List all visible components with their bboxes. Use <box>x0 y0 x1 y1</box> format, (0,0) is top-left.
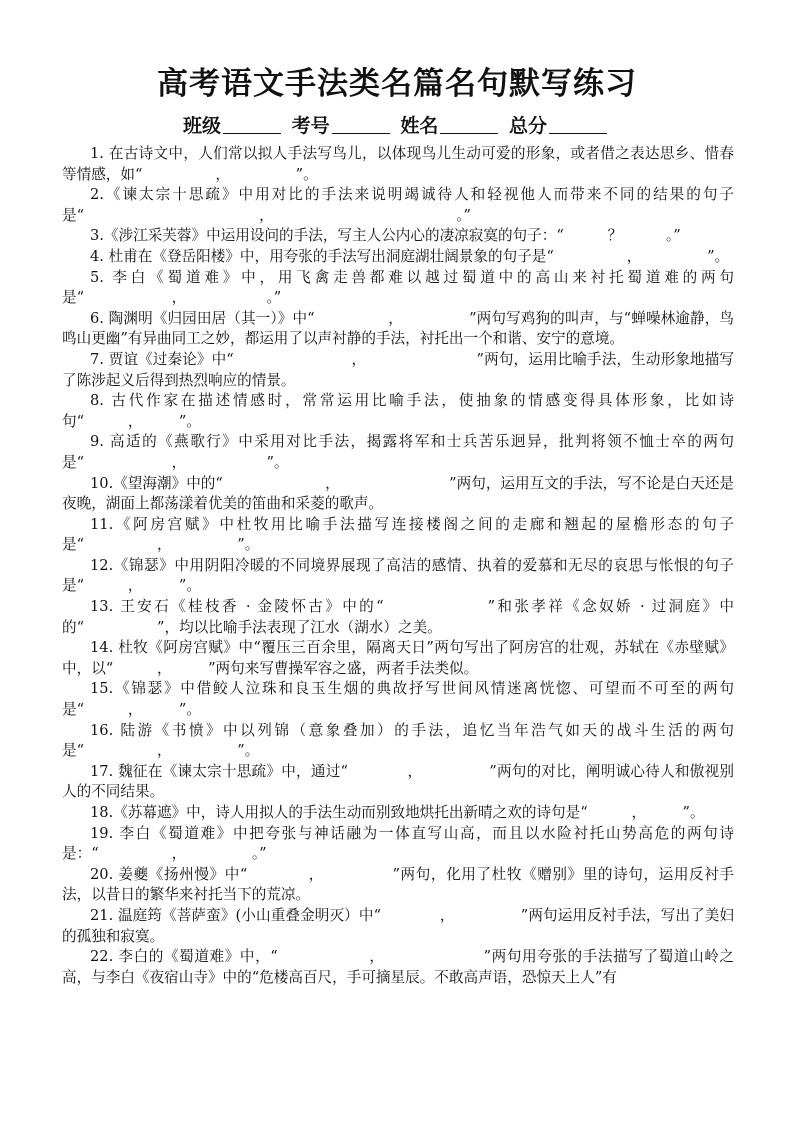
question-item: 18.《苏幕遮》中，诗人用拟人的手法生动而别致地烘托出新晴之欢的诗句是“ ， ”。 <box>90 804 705 821</box>
question-item: 22. 李白的《蜀道难》中，“ ， ”两句用夸张的手法描写了蜀道山岭之高，与李白《夜宿山寺》中的“危楼高百尺，手可摘星辰。不敢高声语，恐惊天上人”有 <box>62 948 734 986</box>
field-name-blank[interactable] <box>440 115 498 134</box>
field-number-label: 考号 <box>291 115 330 137</box>
question-item: 12.《锦瑟》中用阴阳冷暖的不同境界展现了高洁的感情、执着的爱慕和无尽的哀思与怅恨的句子是“ ， ”。 <box>62 556 734 595</box>
field-score-label: 总分 <box>508 115 547 137</box>
question-item: 16. 陆游《书愤》中以列锦（意象叠加）的手法，追忆当年浩气如天的战斗生活的两句是“ ， ”。 <box>62 721 734 760</box>
field-number-blank[interactable] <box>332 115 390 134</box>
question-item: 8. 古代作家在描述情感时，常常运用比喻手法，使抽象的情感变得具体形象，比如诗句“ ， ”。 <box>62 392 734 430</box>
question-item: 13. 王安石《桂枝香 · 金陵怀古》中的“ ”和张孝祥《念奴娇 · 过洞庭》中的“ ”，均以比喻手法表现了江水（湖水）之美。 <box>62 598 734 636</box>
field-class-label: 班级 <box>183 115 222 137</box>
question-item: 11.《阿房宫赋》中杜牧用比喻手法描写连接楼阁之间的走廊和翘起的屋檐形态的句子是“ ， ”。 <box>62 515 734 554</box>
question-item: 2.《谏太宗十思疏》中用对比的手法来说明竭诚待人和轻视他人而带来不同的结果的句子是“ ， 。” <box>62 186 734 224</box>
question-item: 10.《望海潮》中的“ ， ”两句，运用互文的手法，写不论是白天还是夜晚，湖面上都荡漾着优美的笛曲和采菱的歌声。 <box>62 474 734 513</box>
question-item: 17. 魏征在《谏太宗十思疏》中，通过“ ， ”两句的对比，阐明诚心待人和傲视别人的不同结果。 <box>62 762 734 801</box>
field-class-blank[interactable] <box>223 115 281 134</box>
question-item: 9. 高适的《燕歌行》中采用对比手法，揭露将军和士兵苦乐迥异，批判将领不恤士卒的两句是“ ， ”。 <box>62 433 734 471</box>
student-info-fields <box>0 111 794 138</box>
question-item: 19. 李白《蜀道难》中把夸张与神话融为一体直写山高，而且以水险衬托山势高危的两句诗是：“ ， 。” <box>62 824 734 863</box>
page-title: 高考语文手法类名篇名句默写练习 <box>157 66 637 102</box>
field-score-blank[interactable] <box>549 115 607 134</box>
question-item: 1. 在古诗文中，人们常以拟人手法写鸟儿，以体现鸟儿生动可爱的形象，或者借之表达思乡、惜春等情感，如“ ， ”。 <box>62 145 734 183</box>
question-item: 14. 杜牧《阿房宫赋》中“覆压三百余里，隔离天日”两句写出了阿房宫的壮观，苏轼在《赤壁赋》中，以“ ， ”两句来写曹操军容之盛，两者手法类似。 <box>62 639 734 677</box>
question-item: 15.《锦瑟》中借鲛人泣珠和良玉生烟的典故抒写世间风情迷离恍惚、可望而不可至的两句是“ ， ”。 <box>62 680 734 719</box>
field-name-label: 姓名 <box>400 115 439 137</box>
question-item: 5. 李白《蜀道难》中，用飞禽走兽都难以越过蜀道中的高山来衬托蜀道难的两句是“ ， 。” <box>62 268 734 307</box>
question-item: 6. 陶渊明《归园田居（其一）》中“ ， ”两句写鸡狗的叫声，与“蝉噪林逾静，鸟鸣山更幽”有异曲同工之妙，都运用了以声衬静的手法，衬托出一个和谐、安宁的意境。 <box>62 309 734 348</box>
question-list <box>62 144 734 988</box>
question-item: 20. 姜夔《扬州慢》中“ ， ”两句，化用了杜牧《赠别》里的诗句，运用反衬手法，以昔日的繁华来衬托当下的荒凉。 <box>62 865 734 904</box>
question-item: 3.《涉江采芙蓉》中运用设问的手法，写主人公内心的凄凉寂寞的句子：“ ？ 。” <box>90 227 681 245</box>
question-item: 7. 贾谊《过秦论》中“ ， ”两句，运用比喻手法，生动形象地描写了陈涉起义后得到热烈响应的情景。 <box>62 350 734 389</box>
question-item: 21. 温庭筠《菩萨蛮》(小山重叠金明灭）中“ ， ”两句运用反衬手法，写出了美妇的孤独和寂寞。 <box>62 906 734 945</box>
question-item: 4. 杜甫在《登岳阳楼》中，用夸张的手法写出洞庭湖壮阔景象的句子是“ ， ”。 <box>90 247 730 265</box>
